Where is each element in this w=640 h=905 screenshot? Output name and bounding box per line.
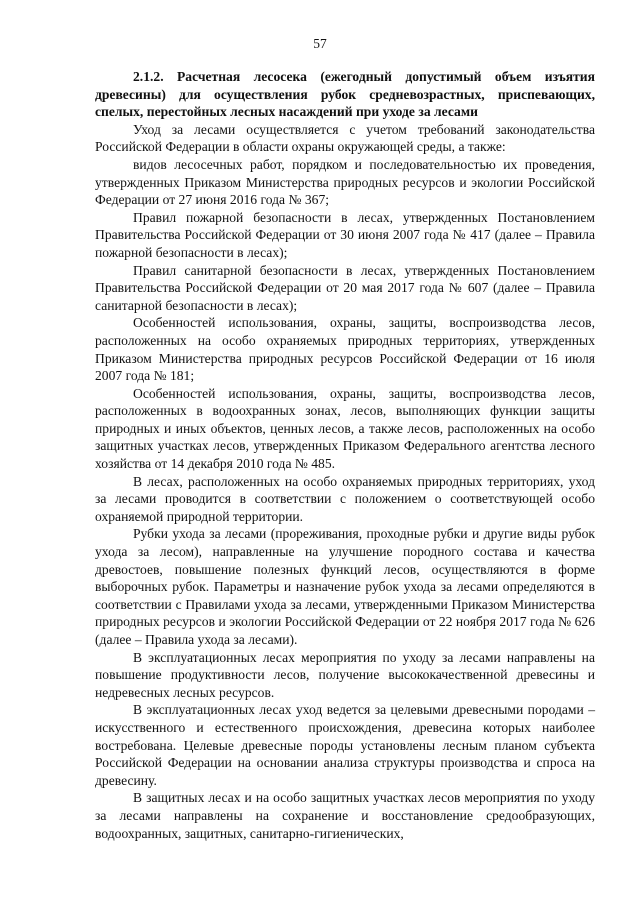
- paragraph: В защитных лесах и на особо защитных участках лесов мероприятия по уходу за лесами направлены на сохранение и восстановление средообразующих, водоохранных, защитных, санитарно-гигиенических,: [95, 790, 595, 841]
- paragraph: В эксплуатационных лесах уход ведется за целевыми древесными породами – искусственного и естественного происхождения, древесина которых наиболее востребована. Целевые древесные породы установлены лесным планом субъекта Российской Федерации на основании анализа структуры производства и спроса на древесину.: [95, 702, 595, 788]
- paragraph: видов лесосечных работ, порядком и последовательностью их проведения, утвержденных Приказом Министерства природных ресурсов и экологии Российской Федерации от 27 июня 2016 года № 367;: [95, 156, 595, 208]
- page-number: 57: [313, 36, 327, 51]
- paragraph: Правил пожарной безопасности в лесах, утвержденных Постановлением Правительства Российской Федерации от 30 июня 2007 года № 417 (далее – Правила пожарной безопасности в лесах);: [95, 209, 595, 260]
- paragraph: Правил санитарной безопасности в лесах, утвержденных Постановлением Правительства Российской Федерации от 20 мая 2017 года № 607 (далее – Правила санитарной безопасности в лесах);: [95, 262, 595, 313]
- paragraph: Особенностей использования, охраны, защиты, воспроизводства лесов, расположенных на особо охраняемых природных территориях, утвержденных Приказом Министерства природных ресурсов Российской Федерации от 16 июля 2007 года № 181;: [95, 315, 595, 384]
- paragraph: Уход за лесами осуществляется с учетом требований законодательства Российской Федерации в области охраны окружающей среды, а также:: [95, 121, 595, 155]
- paragraph: В лесах, расположенных на особо охраняемых природных территориях, уход за лесами проводится в соответствии с положением о соответствующей особо охраняемой природной территории.: [95, 473, 595, 524]
- paragraph: Рубки ухода за лесами (прореживания, проходные рубки и другие виды рубок ухода за лесом), направленные на улучшение породного состава и качества древостоев, повышение полезных функций лесов, осуществляются в форме выборочных рубок. Параметры и назначение рубок ухода за лесами определяются в соответствии с Правилами ухода за лесами, утвержденными Приказом Министерства природных ресурсов и экологии Российской Федерации от 22 ноября 2017 года № 626 (далее – Правила ухода за лесами).: [95, 526, 595, 647]
- page-body: [95, 68, 595, 842]
- paragraph: В эксплуатационных лесах мероприятия по уходу за лесами направлены на повышение продуктивности лесов, получение высококачественной древесины и недревесных лесных ресурсов.: [95, 649, 595, 700]
- section-heading: 2.1.2. Расчетная лесосека (ежегодный допустимый объем изъятия древесины) для осуществления рубок средневозрастных, приспевающих, спелых, перестойных лесных насаждений при уходе за лесами: [95, 69, 595, 120]
- paragraph: Особенностей использования, охраны, защиты, воспроизводства лесов, расположенных в водоохранных зонах, лесов, выполняющих функции защиты природных и иных объектов, ценных лесов, а также лесов, расположенных на особо защитных участках лесов, утвержденных Приказом Федерального агентства лесного хозяйства от 14 декабря 2010 года № 485.: [95, 385, 595, 472]
